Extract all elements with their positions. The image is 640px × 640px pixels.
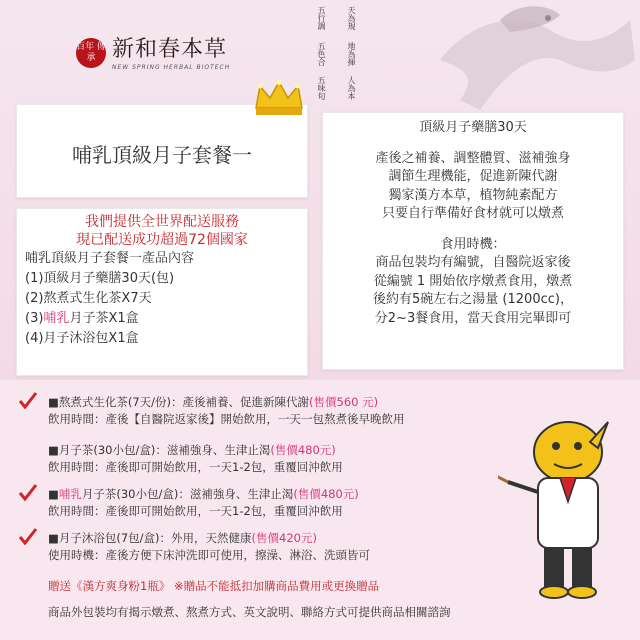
rhino-mascot-illustration <box>498 412 628 612</box>
meal-desc-line: 獨家漢方本草，植物純素配方 <box>388 187 558 203</box>
contents-item: (4)月子沐浴包X1盒 <box>25 331 139 346</box>
product-item: ■熬煮式生化茶(7天/份)：產後補養、促進新陳代謝(售價560 元) 飲用時間：產後【自醫院返家後】開始飲用，一天一包熬煮後早晚飲用 <box>20 394 405 428</box>
usage-title: 食用時機： <box>440 236 506 252</box>
meal-title: 頂級月子藥膳30天 <box>419 120 527 135</box>
usage-line: 後約有5碗左右之湯量 (1200cc)， <box>373 292 573 307</box>
motto-col-1: 天為規 <box>347 6 356 30</box>
product-item: ■哺乳月子茶(30小包/盒)：滋補強身、生津止渴(售價480元) 飲用時間：產後即可開始飲用，一天1-2包，重覆回沖飲用 <box>20 486 359 520</box>
package-title: 哺乳頂級月子套餐一 <box>72 143 252 167</box>
shipping-notice-1: 我們提供全世界配送服務 <box>85 214 239 230</box>
product-item: ■月子沐浴包(7包/盒)：外用，天然健康(售價420元) 使用時機：產後方便下床沖洗即可使用，擦澡、淋浴、洗頭皆可 <box>20 530 370 564</box>
checkmark-icon <box>18 528 38 546</box>
logo-seal: 百年 傳承 <box>76 38 106 68</box>
crown-icon <box>252 78 306 120</box>
contents-item: (2)熬煮式生化茶X7天 <box>25 291 152 306</box>
footer-note: 商品外包裝均有揭示燉煮、熬煮方式、英文說明、聯絡方式可提供商品相關諮詢 <box>48 605 451 619</box>
contents-item: (1)頂級月子藥膳30天(包) <box>25 271 175 286</box>
motto-col-2: 地為揮 <box>347 42 356 66</box>
brand-name: 新和春本草 <box>112 37 228 62</box>
gift-notice: 贈送《漢方爽身粉1瓶》 ※贈品不能抵扣加購商品費用或更換贈品 <box>48 579 380 593</box>
contents-item: (3)哺乳月子茶X1盒 <box>25 311 139 326</box>
meal-desc-line: 只要自行準備好食材就可以燉煮 <box>381 206 564 221</box>
medicinal-meal-box <box>322 112 624 370</box>
meal-desc-line: 調節生理機能，促進新陳代謝 <box>388 169 558 184</box>
motto-col-4: 五行調 <box>317 6 326 30</box>
checkmark-icon <box>18 484 38 502</box>
motto-col-6: 五味旬 <box>317 76 326 100</box>
package-contents-box <box>16 208 308 376</box>
contents-title: 哺乳頂級月子套餐一產品內容 <box>25 251 195 266</box>
product-item: ■月子茶(30小包/盒)：滋補強身、生津止渴(售價480元) 飲用時間：產後即可開始飲用，一天1-2包，重覆回沖飲用 <box>48 443 343 474</box>
usage-line: 分2~3餐食用，當天食用完畢即可 <box>374 310 572 326</box>
motto-col-3: 人為本 <box>347 76 356 100</box>
brand-english: NEW SPRING HERBAL BIOTECH <box>112 64 231 71</box>
motto-col-5: 五色合 <box>317 42 326 66</box>
usage-line: 從編號 1 開始依序燉煮食用，燉煮 <box>373 273 573 289</box>
meal-desc-line: 產後之補養、調整體質、滋補強身 <box>375 150 571 166</box>
usage-line: 商品包裝均有編號，自醫院返家後 <box>375 255 571 270</box>
shipping-notice-2: 現已配送成功超過72個國家 <box>76 232 248 248</box>
checkmark-icon <box>18 392 38 410</box>
